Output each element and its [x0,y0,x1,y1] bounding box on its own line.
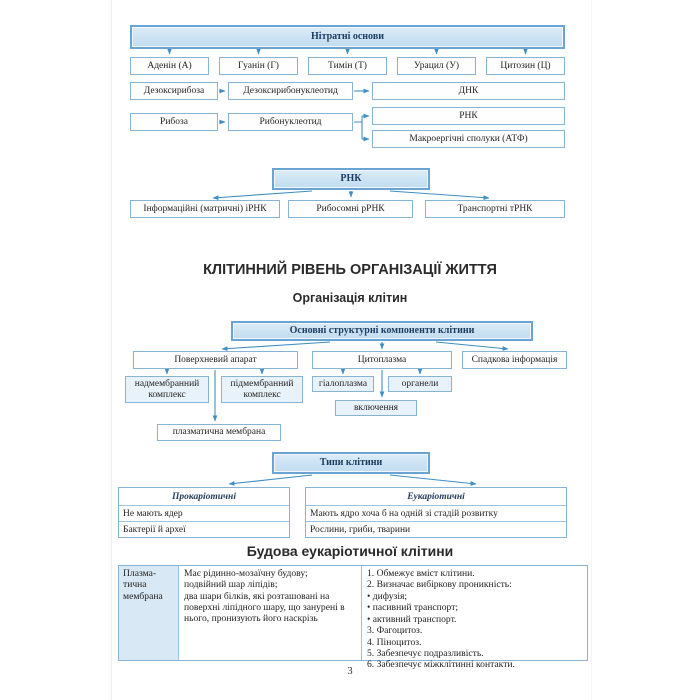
deoxyribose-box: Дезоксирибоза [130,82,218,100]
function-item: 4. Піноцитоз. [367,636,422,648]
plasma-membrane-box: плазматична мембрана [157,424,281,441]
cell-components-header: Основні структурні компоненти клітини [231,321,533,341]
eukaryotic-table [305,487,567,538]
hyaloplasm-box: гіалоплазма [312,376,374,392]
rna-header: РНК [272,168,430,190]
hereditary-info-box: Спадкова інформація [462,351,567,369]
rna-type-trna: Транспортні тРНК [425,200,565,218]
structure-line: Має рідинно-мозаїчну будову; [184,568,308,579]
rna-type-rrna: Рибосомні рРНК [288,200,413,218]
function-item: • пасивний транспорт; [367,602,459,614]
function-item: 5. Забезпечує подразливість. [367,647,484,659]
prokaryotic-title: Прокаріотичні [172,491,236,502]
page-number: 3 [347,666,353,677]
organelles-box: органели [388,376,452,392]
organelle-name-line: Плазма- [123,568,157,579]
function-item: 3. Фагоцитоз. [367,625,423,637]
ribose-box: Рибоза [130,113,218,131]
cell-types-header: Типи клітини [272,452,430,474]
dna-box: ДНК [372,82,565,100]
deoxyribonucleotide-box: Дезоксирибонуклеотид [228,82,353,100]
structure-line: два шари білків, які розташовані на поверхні ліпідного шару, що занурені в нього, пронизують його наскрізь [184,590,345,624]
ribonucleotide-box: Рибонуклеотид [228,113,353,131]
structure-table-description-cell [179,566,362,660]
function-item: 1. Обмежує вміст клітини. [367,568,475,579]
macroergic-box: Макроергічні сполуки (АТФ) [372,130,565,148]
structure-table-organelle-cell [119,566,179,660]
eukaryotic-row: Мають ядро хоча б на одній зі стадій розвитку [306,505,566,521]
cytoplasm-box: Цитоплазма [312,351,452,369]
surface-apparatus-box: Поверхневий апарат [133,351,298,369]
inclusions-box: включення [335,400,417,416]
rna-type-mrna: Інформаційні (матричні) іРНК [130,200,280,218]
section-subtitle: Організація клітин [292,291,408,305]
organelle-name-line: тична [123,579,147,591]
function-item: 6. Забезпечує міжклітинні контакти. [367,659,515,671]
base-thymine: Тимін (Т) [308,57,387,75]
supramembrane-complex-box: надмембранний комплекс [125,376,209,403]
prokaryotic-row: Бактерії й археї [119,521,289,537]
structure-table-functions-cell [362,566,587,671]
base-cytosine: Цитозин (Ц) [486,57,565,75]
function-item: • активний транспорт. [367,613,457,625]
submembrane-complex-box: підмембранний комплекс [221,376,303,403]
function-item: 2. Визначає вибіркову проникність: [367,579,512,591]
base-uracil: Урацил (У) [397,57,476,75]
chapter-title: КЛІТИННИЙ РІВЕНЬ ОРГАНІЗАЦІЇ ЖИТТЯ [203,262,497,278]
structure-line: подвійний шар ліпідів; [184,579,278,591]
structure-heading: Будова еукаріотичної клітини [246,543,454,559]
base-adenine: Аденін (А) [130,57,209,75]
nitrogenous-bases-header: Нітратні основи [130,25,565,49]
rna-box: РНК [372,107,565,125]
prokaryotic-table [118,487,290,538]
base-guanine: Гуанін (Г) [219,57,298,75]
organelle-name-line: мембрана [123,590,163,602]
eukaryotic-title: Еукаріотичні [407,491,465,502]
function-item: • дифузія; [367,590,408,602]
prokaryotic-row: Не мають ядер [119,505,289,521]
structure-table [118,565,588,671]
eukaryotic-row: Рослини, гриби, тварини [306,521,566,537]
